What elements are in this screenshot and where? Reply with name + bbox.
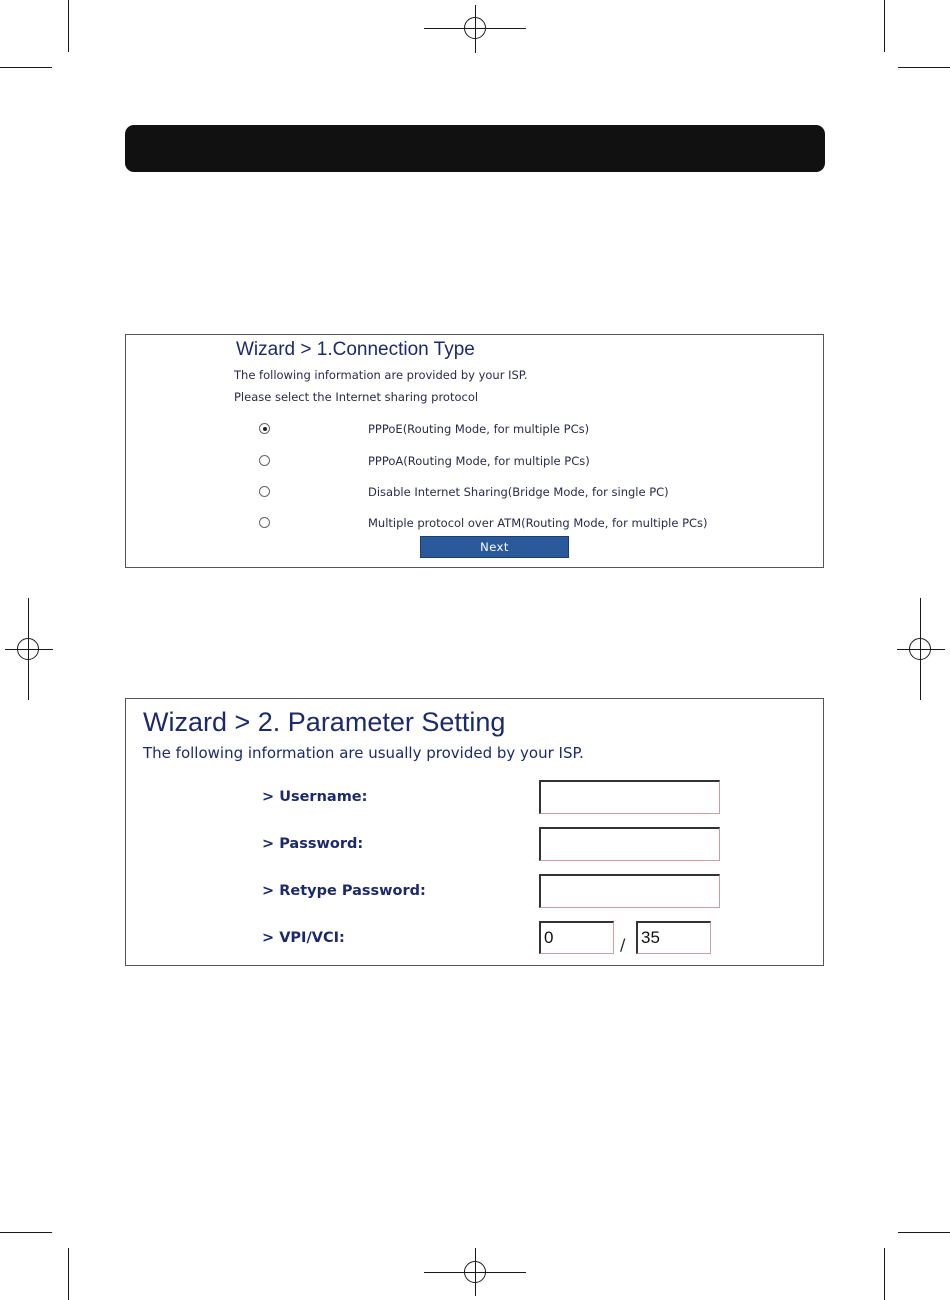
retype-password-label: > Retype Password: <box>262 883 426 899</box>
parameter-setting-panel <box>125 698 824 966</box>
parameter-setting-intro: The following information are usually provided by your ISP. <box>143 744 584 762</box>
retype-password-input[interactable] <box>539 874 720 908</box>
password-label: > Password: <box>262 836 364 852</box>
option-label-pppoa: PPPoA(Routing Mode, for multiple PCs) <box>368 454 590 468</box>
radio-bridge-mode[interactable] <box>259 486 270 497</box>
radio-mpoa[interactable] <box>259 517 270 528</box>
radio-pppoa[interactable] <box>259 455 270 466</box>
connection-type-prompt: Please select the Internet sharing protocol <box>234 390 479 404</box>
connection-type-intro: The following information are provided by your ISP. <box>234 368 528 382</box>
option-label-mpoa: Multiple protocol over ATM(Routing Mode, for multiple PCs) <box>368 516 708 530</box>
vpi-input[interactable] <box>539 921 614 954</box>
parameter-setting-title: Wizard > 2. Parameter Setting <box>143 707 506 737</box>
next-button[interactable]: Next <box>420 536 569 558</box>
radio-pppoe[interactable] <box>259 423 270 434</box>
header-bar <box>125 125 825 172</box>
password-input[interactable] <box>539 827 720 861</box>
option-label-bridge-mode: Disable Internet Sharing(Bridge Mode, for single PC) <box>368 485 669 499</box>
connection-type-panel <box>125 334 824 568</box>
username-label: > Username: <box>262 789 368 805</box>
vci-input[interactable] <box>636 921 711 954</box>
username-input[interactable] <box>539 780 720 814</box>
vpi-vci-label: > VPI/VCI: <box>262 930 345 946</box>
option-label-pppoe: PPPoE(Routing Mode, for multiple PCs) <box>368 422 590 436</box>
connection-type-title: Wizard > 1.Connection Type <box>236 339 475 360</box>
vpi-vci-separator: / <box>620 935 626 954</box>
